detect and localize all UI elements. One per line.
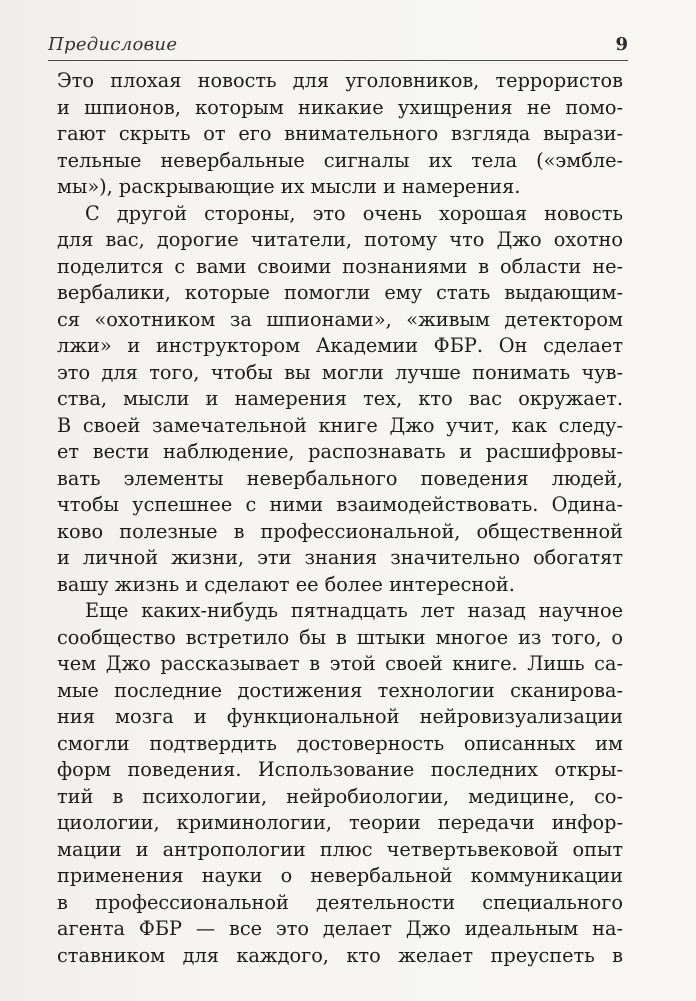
text-line: ково полезные в профессиональной, общественной <box>57 519 623 543</box>
running-head <box>48 34 628 58</box>
text-line: тельные невербальные сигналы их тела («эмбле- <box>57 148 623 172</box>
text-line: чем Джо рассказывает в этой своей книге. Лишь са- <box>57 652 623 675</box>
text-line: ния мозга и функциональной нейровизуализации <box>57 705 623 728</box>
text-line: лжи» и инструктором Академии ФБР. Он сделает <box>57 334 623 357</box>
text-line: мы»), раскрывающие их мысли и намерения. <box>57 175 521 198</box>
text-line: это для того, чтобы вы могли лучше понимать чув- <box>57 360 623 384</box>
chapter-title: Предисловие <box>48 34 178 55</box>
text-line: в профессиональной деятельности специального <box>57 890 623 914</box>
text-line: для вас, дорогие читатели, потому что Джо охотно <box>57 228 623 251</box>
paragraph <box>57 201 623 599</box>
text-line: В своей замечательной книге Джо учит, как следу- <box>57 413 623 437</box>
text-line: гают скрыть от его внимательного взгляда вырази- <box>57 122 623 145</box>
text-line: и шпионов, которым никакие ухищрения не помо- <box>57 95 623 119</box>
text-line: чтобы успешнее с ними взаимодействовать. Одина- <box>57 493 623 516</box>
text-line: вать элементы невербального поведения людей, <box>57 466 623 490</box>
text-line: Еще каких-нибудь пятнадцать лет назад научное <box>85 599 623 622</box>
text-line: смогли подтвердить достоверность описанных им <box>57 731 623 755</box>
text-line: сообщество встретило бы в штыки многое из того, о <box>57 625 623 649</box>
text-line: ставником для каждого, кто желает преуспеть в <box>57 943 623 967</box>
text-line: С другой стороны, это очень хорошая новость <box>85 201 623 225</box>
text-line: агента ФБР — все это делает Джо идеальным на- <box>57 917 623 940</box>
text-line: тий в психологии, нейробиологии, медицине, со- <box>57 784 623 808</box>
text-line: вашу жизнь и сделают ее более интересной. <box>57 572 515 596</box>
text-line: и личной жизни, эти знания значительно обогатят <box>57 546 623 569</box>
text-line: вербалики, которые помогли ему стать выдающим- <box>57 281 623 304</box>
paragraph <box>57 598 623 969</box>
text-line: ся «охотником за шпионами», «живым детектором <box>57 307 623 331</box>
body-text <box>57 68 623 969</box>
text-line: Это плохая новость для уголовников, террористов <box>57 69 623 92</box>
text-line: форм поведения. Использование последних откры- <box>57 758 623 781</box>
text-line: ства, мысли и намерения тех, кто вас окружает. <box>57 387 623 410</box>
header-rule <box>48 60 628 61</box>
text-line: ет вести наблюдение, распознавать и расшифровы- <box>57 440 623 463</box>
text-line: циологии, криминологии, теории передачи инфор- <box>57 811 623 834</box>
page-number: 9 <box>615 34 628 55</box>
paragraph <box>57 68 623 201</box>
text-line: применения науки о невербальной коммуникации <box>57 864 623 887</box>
text-line: поделится с вами своими познаниями в области не- <box>57 254 623 278</box>
text-line: мации и антропологии плюс четвертьвековой опыт <box>57 837 623 861</box>
text-line: мые последние достижения технологии сканирова- <box>57 678 623 702</box>
